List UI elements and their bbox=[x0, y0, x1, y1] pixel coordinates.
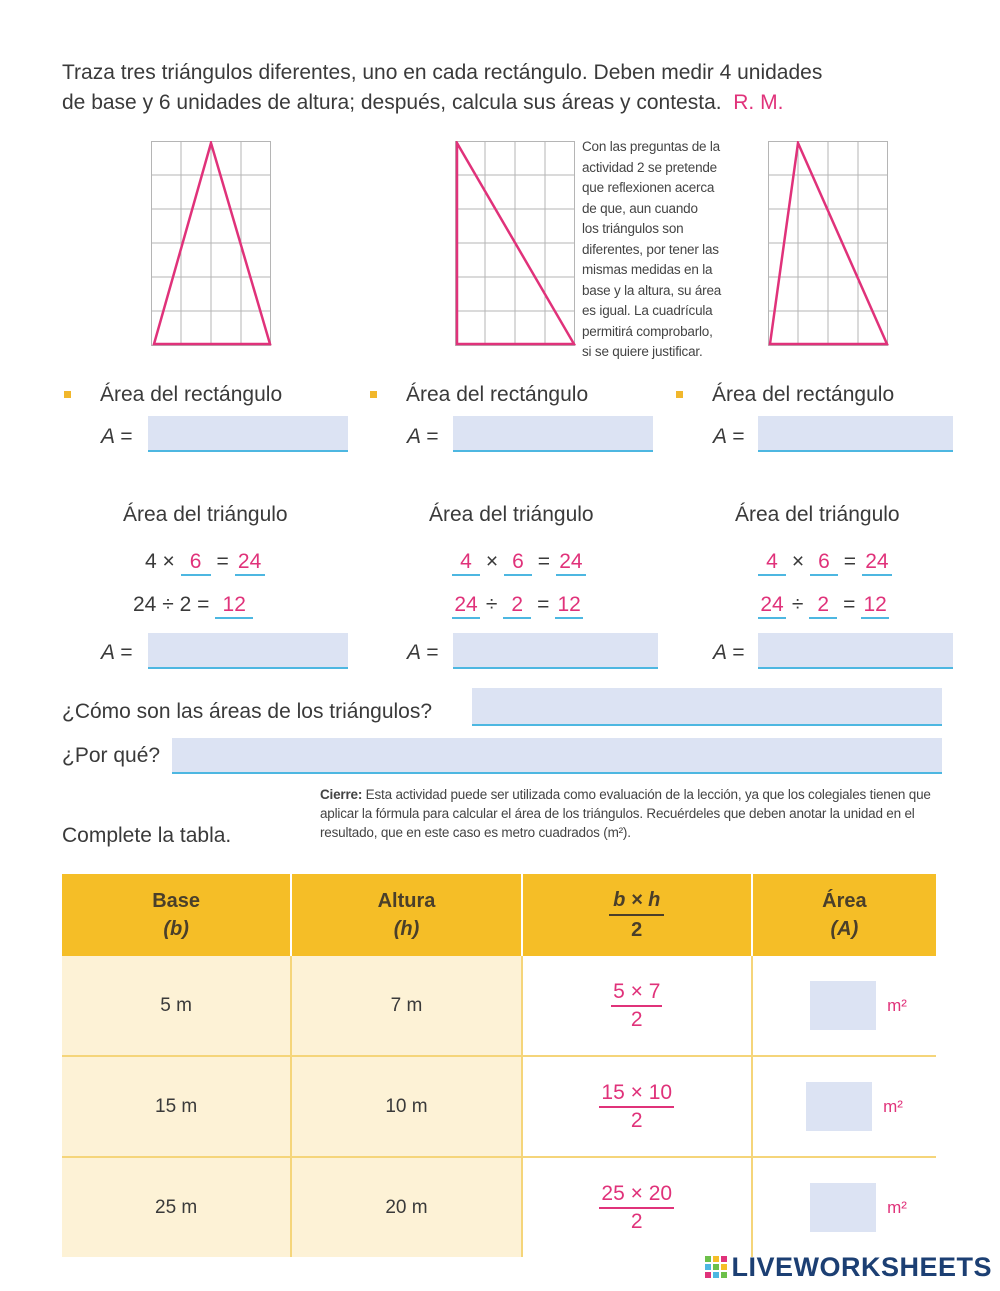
calc-div-3 bbox=[758, 593, 889, 619]
note-line: los triángulos son bbox=[582, 221, 684, 236]
header-formula-num: b × h bbox=[609, 886, 664, 916]
rect-a-label-3: A = bbox=[713, 425, 745, 448]
calc-mult-3 bbox=[758, 550, 892, 576]
header-base-label: Base bbox=[152, 890, 201, 912]
table-row bbox=[62, 1157, 936, 1257]
unit-label: m² bbox=[883, 1096, 903, 1116]
rm-label: R. M. bbox=[733, 91, 784, 114]
calc-mult-1 bbox=[145, 550, 265, 576]
triangle-area-input-3[interactable] bbox=[758, 633, 953, 669]
mult-b: 6 bbox=[181, 550, 211, 576]
cell-formula bbox=[522, 1056, 752, 1157]
cell-formula bbox=[522, 1157, 752, 1257]
tri-a-label-3: A = bbox=[713, 641, 745, 664]
area-input[interactable] bbox=[806, 1082, 872, 1131]
unit-label: m² bbox=[887, 1197, 907, 1217]
fraction bbox=[599, 1181, 674, 1235]
note-line: permitirá comprobarlo, bbox=[582, 323, 713, 339]
fraction bbox=[599, 1080, 674, 1134]
header-altura bbox=[291, 874, 521, 956]
grid-rectangle-1 bbox=[151, 141, 272, 347]
note-line: de que, aun cuando bbox=[582, 200, 698, 216]
note-line: Con las preguntas de la bbox=[582, 139, 720, 154]
header-formula bbox=[522, 874, 752, 956]
instructions-line-2-text: de base y 6 unidades de altura; después, calcula sus áreas y contesta. bbox=[62, 91, 722, 114]
cell-base: 15 m bbox=[62, 1056, 291, 1157]
header-formula-den: 2 bbox=[631, 919, 643, 941]
times-sign: × bbox=[791, 550, 805, 573]
header-altura-symbol: (h) bbox=[393, 918, 420, 940]
rect-area-label-3: Área del rectángulo bbox=[712, 383, 895, 406]
div-a: 24 bbox=[758, 593, 786, 619]
mult-a: 4 bbox=[758, 550, 786, 576]
area-table bbox=[62, 874, 936, 1257]
fraction-num: 5 × 7 bbox=[611, 979, 662, 1007]
rect-area-input-1[interactable] bbox=[148, 416, 348, 452]
instructions-line-2 bbox=[62, 88, 942, 118]
cell-base: 5 m bbox=[62, 956, 291, 1056]
instructions bbox=[62, 58, 942, 118]
mult-result: 24 bbox=[235, 550, 265, 576]
cierre-note bbox=[320, 785, 950, 842]
rect-a-label-2: A = bbox=[407, 425, 439, 448]
grid-rectangle-3 bbox=[768, 141, 889, 347]
fraction bbox=[611, 979, 662, 1033]
fraction-den: 2 bbox=[630, 1108, 643, 1132]
calc-div-2 bbox=[452, 593, 583, 619]
cell-base: 25 m bbox=[62, 1157, 291, 1257]
div-b: 2 bbox=[809, 593, 837, 619]
div-b: 2 bbox=[503, 593, 531, 619]
table-row bbox=[62, 956, 936, 1056]
bullet-3 bbox=[676, 391, 683, 398]
cell-altura: 7 m bbox=[291, 956, 521, 1056]
equals-sign: = bbox=[197, 593, 210, 616]
header-area-symbol: (A) bbox=[830, 918, 859, 940]
rect-a-label-1: A = bbox=[101, 425, 133, 448]
rect-area-input-3[interactable] bbox=[758, 416, 953, 452]
area-input[interactable] bbox=[810, 981, 876, 1030]
note-line: si se quiere justificar. bbox=[582, 344, 703, 359]
div-a: 24 bbox=[452, 593, 480, 619]
div-result: 12 bbox=[215, 593, 253, 619]
cell-formula bbox=[522, 956, 752, 1056]
equals-sign: = bbox=[537, 593, 550, 616]
question-1: ¿Cómo son las áreas de los triángulos? bbox=[62, 700, 433, 723]
mult-result: 24 bbox=[862, 550, 892, 576]
tri-a-label-2: A = bbox=[407, 641, 439, 664]
bullet-2 bbox=[370, 391, 377, 398]
table-prompt: Complete la tabla. bbox=[62, 824, 232, 847]
grid-rectangle-2 bbox=[455, 141, 576, 347]
div-b: 2 bbox=[179, 593, 192, 616]
triangle-area-input-1[interactable] bbox=[148, 633, 348, 669]
question-1-input[interactable] bbox=[472, 688, 942, 726]
note-line: mismas medidas en la bbox=[582, 262, 713, 277]
mult-a: 4 bbox=[145, 550, 157, 573]
triangle-area-label-3: Área del triángulo bbox=[735, 503, 900, 526]
area-input[interactable] bbox=[810, 1183, 876, 1232]
fraction-den: 2 bbox=[630, 1209, 643, 1233]
mult-a: 4 bbox=[452, 550, 480, 576]
logo-mark-icon bbox=[705, 1256, 727, 1278]
note-line: actividad 2 se pretende bbox=[582, 159, 717, 175]
brand-name: LIVEWORKSHEETS bbox=[731, 1252, 992, 1282]
div-result: 12 bbox=[861, 593, 889, 619]
divide-sign: ÷ bbox=[485, 593, 498, 616]
header-base-symbol: (b) bbox=[163, 918, 189, 940]
question-2: ¿Por qué? bbox=[62, 744, 161, 767]
equals-sign: = bbox=[843, 593, 856, 616]
equals-sign: = bbox=[537, 550, 551, 573]
fraction-den: 2 bbox=[630, 1007, 643, 1031]
header-altura-label: Altura bbox=[377, 890, 436, 912]
fraction-num: 25 × 20 bbox=[599, 1181, 674, 1209]
div-a: 24 bbox=[133, 593, 157, 616]
cell-altura: 20 m bbox=[291, 1157, 521, 1257]
divide-sign: ÷ bbox=[162, 593, 174, 616]
rect-area-label-2: Área del rectángulo bbox=[406, 383, 589, 406]
table-row bbox=[62, 1056, 936, 1157]
times-sign: × bbox=[162, 550, 175, 573]
teacher-note bbox=[582, 137, 772, 363]
mult-result: 24 bbox=[556, 550, 586, 576]
bullet-1 bbox=[64, 391, 71, 398]
header-area bbox=[752, 874, 936, 956]
rect-area-input-2[interactable] bbox=[453, 416, 653, 452]
note-line: es igual. La cuadrícula bbox=[582, 303, 713, 318]
rect-area-label-1: Área del rectángulo bbox=[100, 383, 283, 406]
triangle-area-input-2[interactable] bbox=[453, 633, 658, 669]
cell-area bbox=[752, 956, 936, 1056]
header-area-label: Área bbox=[822, 890, 867, 912]
cierre-label: Cierre: bbox=[320, 787, 363, 802]
question-2-input[interactable] bbox=[172, 738, 942, 774]
triangle-area-label-1: Área del triángulo bbox=[123, 503, 288, 526]
cell-area bbox=[752, 1157, 936, 1257]
table-header-row bbox=[62, 874, 936, 956]
note-line: base y la altura, su área bbox=[582, 282, 722, 298]
equals-sign: = bbox=[216, 550, 229, 573]
calc-mult-2 bbox=[452, 550, 586, 576]
cell-area bbox=[752, 1056, 936, 1157]
tri-a-label-1: A = bbox=[101, 641, 133, 664]
div-result: 12 bbox=[555, 593, 583, 619]
instructions-line-1: Traza tres triángulos diferentes, uno en cada rectángulo. Deben medir 4 unidades bbox=[62, 61, 823, 84]
header-base bbox=[62, 874, 291, 956]
header-fraction bbox=[609, 886, 664, 944]
cell-altura: 10 m bbox=[291, 1056, 521, 1157]
divide-sign: ÷ bbox=[791, 593, 804, 616]
cierre-text: Esta actividad puede ser utilizada como evaluación de la lección, ya que los colegiales tienen que aplicar la fórmula para calcular el área de los triángulos. Recuérdeles que deben anotar la unidad en el resultado, que en este caso es metro cuadrados (m²). bbox=[320, 787, 931, 840]
unit-label: m² bbox=[887, 995, 907, 1015]
calc-div-1 bbox=[133, 593, 253, 619]
times-sign: × bbox=[485, 550, 499, 573]
triangle-area-label-2: Área del triángulo bbox=[429, 503, 594, 526]
fraction-num: 15 × 10 bbox=[599, 1080, 674, 1108]
note-line: que reflexionen acerca bbox=[582, 180, 715, 195]
mult-b: 6 bbox=[810, 550, 838, 576]
equals-sign: = bbox=[843, 550, 857, 573]
liveworksheets-logo bbox=[705, 1252, 992, 1283]
note-line: diferentes, por tener las bbox=[582, 241, 719, 257]
mult-b: 6 bbox=[504, 550, 532, 576]
